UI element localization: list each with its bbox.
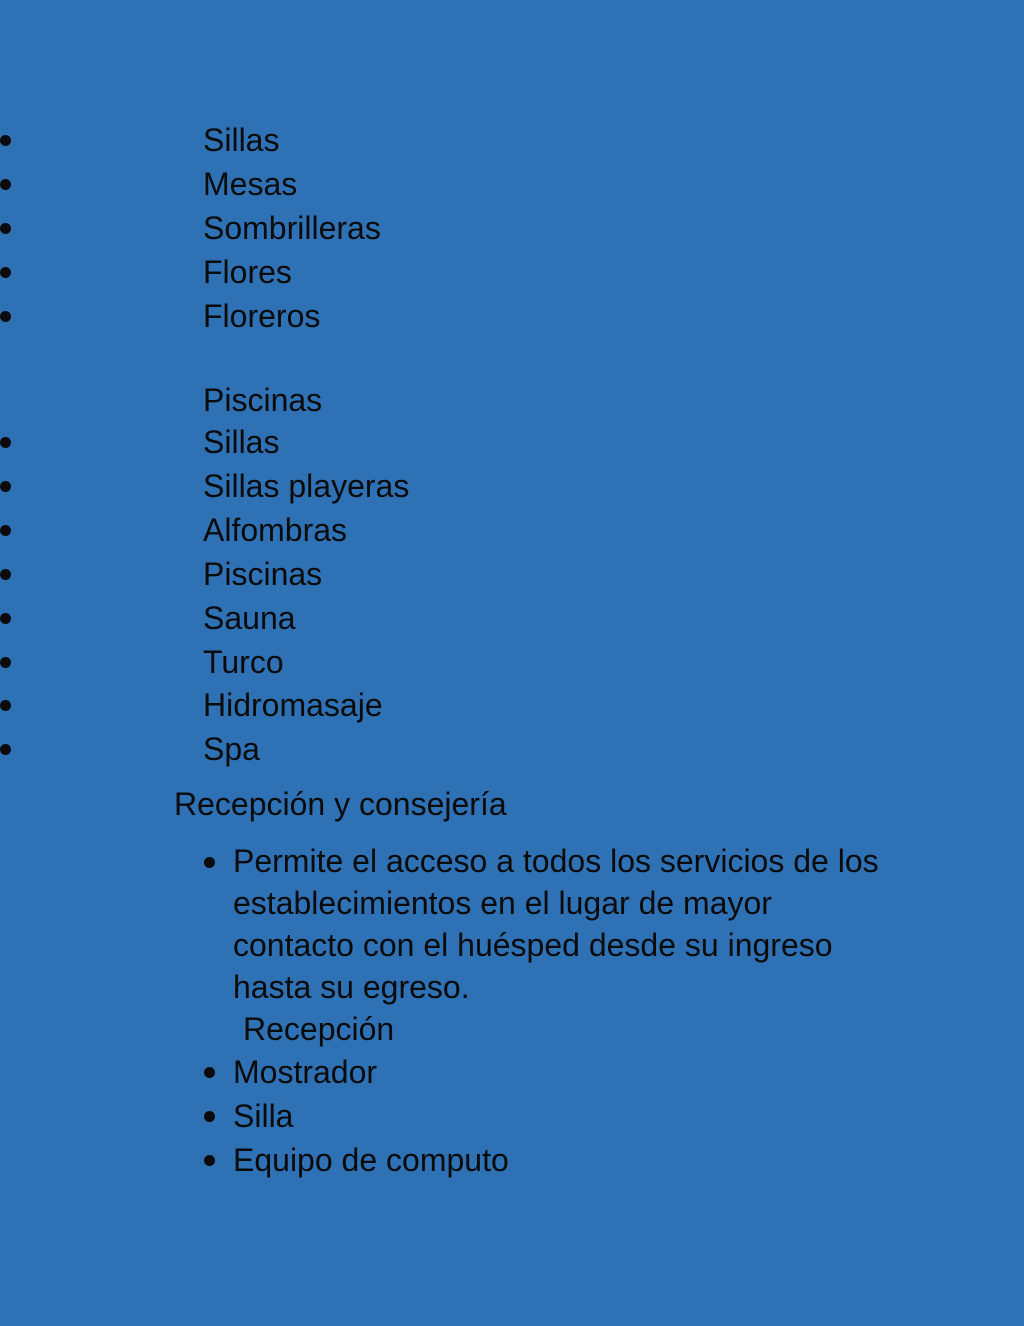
list-item: Hidromasaje: [203, 687, 383, 723]
bullet-icon: [204, 857, 215, 868]
bullet-icon: [0, 613, 11, 624]
bullet-icon: [0, 569, 11, 580]
list-item: Floreros: [203, 298, 321, 334]
list-item: Sillas: [203, 424, 280, 460]
list-item: Sauna: [203, 600, 296, 636]
list-item: Spa: [203, 731, 260, 767]
list-item: Silla: [233, 1098, 294, 1134]
description-paragraph: Permite el acceso a todos los servicios de los establecimientos en el lugar de mayor contacto con el huésped desde su ingreso hasta su egreso.: [233, 843, 879, 1005]
bullet-icon: [204, 1155, 215, 1166]
list-item: Mesas: [203, 166, 298, 202]
list-item: Flores: [203, 254, 292, 290]
section-heading: Recepción y consejería: [174, 786, 507, 822]
list-item: Alfombras: [203, 512, 348, 548]
bullet-icon: [0, 481, 11, 492]
bullet-icon: [0, 267, 11, 278]
bullet-icon: [0, 744, 11, 755]
bullet-icon: [0, 135, 11, 146]
bullet-icon: [0, 179, 11, 190]
list-item: Sillas: [203, 122, 280, 158]
bullet-icon: [0, 223, 11, 234]
piscinas-heading: Piscinas: [203, 382, 323, 418]
recepcion-heading: Recepción: [243, 1011, 395, 1047]
list-item: Sombrilleras: [203, 210, 381, 246]
bullet-icon: [0, 700, 11, 711]
bullet-icon: [0, 437, 11, 448]
bullet-icon: [204, 1111, 215, 1122]
list-item: Sillas playeras: [203, 468, 410, 504]
bullet-icon: [0, 311, 11, 322]
list-item: Turco: [203, 644, 284, 680]
bullet-icon: [0, 525, 11, 536]
bullet-icon: [0, 657, 11, 668]
list-item: Mostrador: [233, 1054, 378, 1090]
list-item: Equipo de computo: [233, 1142, 509, 1178]
bullet-icon: [204, 1067, 215, 1078]
list-item: Piscinas: [203, 556, 323, 592]
